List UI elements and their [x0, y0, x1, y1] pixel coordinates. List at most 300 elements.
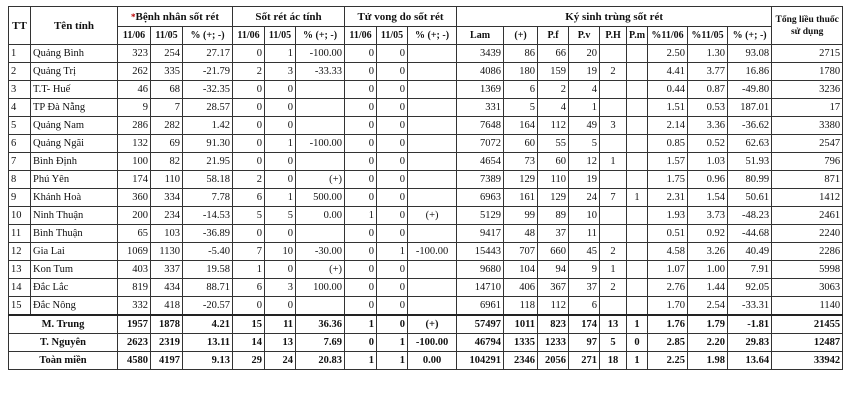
cell-province-name: Bình Thuận — [31, 225, 118, 243]
cell-tt: 10 — [9, 207, 31, 225]
cell-pch: 62.63 — [728, 135, 772, 153]
cell-sr06: 5 — [233, 207, 265, 225]
province-row — [9, 135, 843, 153]
cell-bnpct: 88.71 — [183, 279, 233, 297]
sub-header-pv: P.v — [569, 27, 600, 45]
cell-tvpct — [408, 81, 457, 99]
cell-p05: 1.98 — [688, 352, 728, 370]
cell-pf: 66 — [538, 45, 569, 63]
cell-bnpct: 1.42 — [183, 117, 233, 135]
cell-tt: 7 — [9, 153, 31, 171]
cell-tv06: 1 — [345, 315, 377, 334]
cell-province-name: Phú Yên — [31, 171, 118, 189]
cell-pos: 48 — [504, 225, 538, 243]
cell-p05: 3.77 — [688, 63, 728, 81]
cell-pf: 37 — [538, 225, 569, 243]
cell-pm — [627, 243, 648, 261]
cell-bnpct: 21.95 — [183, 153, 233, 171]
cell-sr05: 5 — [265, 207, 296, 225]
cell-pch: -44.68 — [728, 225, 772, 243]
cell-sr06: 0 — [233, 45, 265, 63]
cell-bn06: 1957 — [118, 315, 151, 334]
cell-ph — [600, 99, 627, 117]
cell-sr06: 29 — [233, 352, 265, 370]
sub-header-pct05: %11/05 — [688, 27, 728, 45]
cell-pch: 92.05 — [728, 279, 772, 297]
cell-tv06: 0 — [345, 171, 377, 189]
cell-pm — [627, 135, 648, 153]
cell-sr05: 0 — [265, 171, 296, 189]
cell-tt: 11 — [9, 225, 31, 243]
cell-sr06: 0 — [233, 99, 265, 117]
cell-p06: 4.58 — [648, 243, 688, 261]
province-row — [9, 171, 843, 189]
cell-p05: 1.54 — [688, 189, 728, 207]
cell-sr05: 11 — [265, 315, 296, 334]
cell-pv: 19 — [569, 171, 600, 189]
cell-province-name: TP Đà Nẵng — [31, 99, 118, 117]
cell-p06: 1.93 — [648, 207, 688, 225]
cell-province-name: Ninh Thuận — [31, 207, 118, 225]
cell-tv06: 0 — [345, 99, 377, 117]
province-row — [9, 279, 843, 297]
cell-pos: 99 — [504, 207, 538, 225]
cell-tvpct — [408, 45, 457, 63]
cell-pf: 2056 — [538, 352, 569, 370]
cell-srpct — [296, 81, 345, 99]
cell-pm — [627, 99, 648, 117]
cell-tv05: 0 — [377, 207, 408, 225]
cell-bn05: 110 — [151, 171, 183, 189]
cell-sr05: 0 — [265, 225, 296, 243]
cell-bn06: 46 — [118, 81, 151, 99]
province-row — [9, 243, 843, 261]
cell-pf: 823 — [538, 315, 569, 334]
cell-tt: 12 — [9, 243, 31, 261]
cell-srpct: 500.00 — [296, 189, 345, 207]
cell-tv05: 0 — [377, 315, 408, 334]
cell-tv06: 0 — [345, 117, 377, 135]
cell-bn05: 69 — [151, 135, 183, 153]
cell-bnpct: -21.79 — [183, 63, 233, 81]
province-rows — [9, 45, 843, 316]
cell-bnpct: 4.21 — [183, 315, 233, 334]
sub-header-tvpct: % (+; -) — [408, 27, 457, 45]
cell-tv06: 1 — [345, 352, 377, 370]
cell-pm: 0 — [627, 334, 648, 352]
col-patients-header — [118, 7, 233, 27]
cell-sr06: 15 — [233, 315, 265, 334]
cell-bn06: 1069 — [118, 243, 151, 261]
cell-tv06: 0 — [345, 261, 377, 279]
cell-bnpct: -14.53 — [183, 207, 233, 225]
cell-pf: 55 — [538, 135, 569, 153]
cell-bn06: 132 — [118, 135, 151, 153]
cell-bn06: 819 — [118, 279, 151, 297]
cell-sr06: 0 — [233, 81, 265, 99]
cell-ph: 18 — [600, 352, 627, 370]
cell-tvpct: (+) — [408, 315, 457, 334]
cell-pos: 161 — [504, 189, 538, 207]
cell-pv: 9 — [569, 261, 600, 279]
cell-pos: 2346 — [504, 352, 538, 370]
cell-sr06: 0 — [233, 225, 265, 243]
cell-total: 1412 — [772, 189, 843, 207]
cell-pm: 1 — [627, 352, 648, 370]
cell-pch: 13.64 — [728, 352, 772, 370]
province-row — [9, 261, 843, 279]
cell-pch: -1.81 — [728, 315, 772, 334]
cell-total: 3063 — [772, 279, 843, 297]
cell-summary-name: Toàn miền — [9, 352, 118, 370]
cell-total: 2547 — [772, 135, 843, 153]
sub-header-pct-change: % (+; -) — [728, 27, 772, 45]
cell-pm — [627, 279, 648, 297]
province-row — [9, 117, 843, 135]
cell-pm: 1 — [627, 189, 648, 207]
cell-srpct: -100.00 — [296, 45, 345, 63]
cell-province-name: Kon Tum — [31, 261, 118, 279]
cell-total: 2286 — [772, 243, 843, 261]
cell-lam: 3439 — [457, 45, 504, 63]
cell-sr05: 1 — [265, 189, 296, 207]
cell-p06: 2.31 — [648, 189, 688, 207]
cell-tvpct — [408, 117, 457, 135]
cell-pv: 4 — [569, 81, 600, 99]
cell-pf: 159 — [538, 63, 569, 81]
cell-tv05: 0 — [377, 63, 408, 81]
cell-p06: 2.50 — [648, 45, 688, 63]
cell-sr06: 0 — [233, 153, 265, 171]
cell-bn06: 403 — [118, 261, 151, 279]
summary-rows — [9, 315, 843, 370]
cell-pos: 1011 — [504, 315, 538, 334]
cell-p05: 3.26 — [688, 243, 728, 261]
cell-province-name: Đắc Nông — [31, 297, 118, 316]
cell-pv: 37 — [569, 279, 600, 297]
cell-lam: 15443 — [457, 243, 504, 261]
cell-tvpct — [408, 279, 457, 297]
cell-tvpct — [408, 153, 457, 171]
cell-srpct: 100.00 — [296, 279, 345, 297]
province-row — [9, 63, 843, 81]
cell-pm — [627, 207, 648, 225]
cell-tv05: 0 — [377, 45, 408, 63]
cell-pos: 6 — [504, 81, 538, 99]
cell-pos: 86 — [504, 45, 538, 63]
cell-bn05: 7 — [151, 99, 183, 117]
cell-tv06: 0 — [345, 153, 377, 171]
cell-ph: 1 — [600, 153, 627, 171]
cell-bnpct: 58.18 — [183, 171, 233, 189]
cell-pos: 118 — [504, 297, 538, 316]
cell-pv: 45 — [569, 243, 600, 261]
cell-pv: 6 — [569, 297, 600, 316]
cell-province-name: Quảng Trị — [31, 63, 118, 81]
cell-bn06: 9 — [118, 99, 151, 117]
cell-pf: 112 — [538, 297, 569, 316]
cell-tt: 3 — [9, 81, 31, 99]
cell-tv06: 0 — [345, 135, 377, 153]
cell-pf: 89 — [538, 207, 569, 225]
cell-ph: 2 — [600, 63, 627, 81]
header-row-sub — [9, 27, 843, 45]
cell-lam: 9417 — [457, 225, 504, 243]
cell-ph — [600, 225, 627, 243]
cell-tv05: 0 — [377, 297, 408, 316]
cell-pv: 24 — [569, 189, 600, 207]
cell-tv05: 1 — [377, 334, 408, 352]
cell-p05: 0.96 — [688, 171, 728, 189]
cell-lam: 14710 — [457, 279, 504, 297]
cell-tt: 6 — [9, 135, 31, 153]
cell-pf: 367 — [538, 279, 569, 297]
cell-bn05: 418 — [151, 297, 183, 316]
cell-ph: 3 — [600, 117, 627, 135]
cell-bn06: 286 — [118, 117, 151, 135]
cell-total: 2240 — [772, 225, 843, 243]
cell-sr06: 1 — [233, 261, 265, 279]
province-row — [9, 189, 843, 207]
cell-p06: 2.25 — [648, 352, 688, 370]
col-deaths-header: Tử vong do sốt rét — [345, 7, 457, 27]
cell-summary-name: T. Nguyên — [9, 334, 118, 352]
malaria-report-table — [8, 6, 843, 370]
cell-p05: 0.87 — [688, 81, 728, 99]
sub-header-bn05: 11/05 — [151, 27, 183, 45]
cell-lam: 4086 — [457, 63, 504, 81]
cell-tvpct — [408, 63, 457, 81]
cell-total: 3236 — [772, 81, 843, 99]
cell-pos: 5 — [504, 99, 538, 117]
cell-tv06: 0 — [345, 279, 377, 297]
cell-pv: 1 — [569, 99, 600, 117]
cell-p06: 0.85 — [648, 135, 688, 153]
cell-pos: 104 — [504, 261, 538, 279]
cell-bn05: 337 — [151, 261, 183, 279]
cell-sr05: 24 — [265, 352, 296, 370]
cell-pf: 660 — [538, 243, 569, 261]
cell-p06: 0.51 — [648, 225, 688, 243]
cell-sr06: 2 — [233, 171, 265, 189]
cell-tvpct — [408, 297, 457, 316]
cell-bn06: 174 — [118, 171, 151, 189]
cell-ph — [600, 171, 627, 189]
col-severe-header: Sốt rét ác tính — [233, 7, 345, 27]
cell-tv06: 0 — [345, 45, 377, 63]
cell-lam: 7648 — [457, 117, 504, 135]
cell-sr05: 10 — [265, 243, 296, 261]
cell-lam: 46794 — [457, 334, 504, 352]
cell-sr06: 0 — [233, 135, 265, 153]
cell-srpct: -100.00 — [296, 135, 345, 153]
cell-pv: 97 — [569, 334, 600, 352]
cell-pv: 19 — [569, 63, 600, 81]
cell-total: 2715 — [772, 45, 843, 63]
province-row — [9, 225, 843, 243]
cell-bn06: 4580 — [118, 352, 151, 370]
patients-footnote-mark: * — [131, 11, 136, 22]
cell-total: 871 — [772, 171, 843, 189]
cell-srpct — [296, 225, 345, 243]
cell-ph — [600, 207, 627, 225]
cell-tvpct — [408, 261, 457, 279]
cell-srpct: 36.36 — [296, 315, 345, 334]
cell-bn06: 65 — [118, 225, 151, 243]
cell-sr05: 0 — [265, 153, 296, 171]
cell-p06: 1.51 — [648, 99, 688, 117]
cell-p06: 1.70 — [648, 297, 688, 316]
cell-pch: 7.91 — [728, 261, 772, 279]
sub-header-ph: P.H — [600, 27, 627, 45]
cell-bnpct: 7.78 — [183, 189, 233, 207]
cell-bn05: 334 — [151, 189, 183, 207]
cell-tvpct: 0.00 — [408, 352, 457, 370]
cell-p06: 4.41 — [648, 63, 688, 81]
cell-pv: 174 — [569, 315, 600, 334]
cell-ph: 7 — [600, 189, 627, 207]
cell-srpct — [296, 153, 345, 171]
cell-pos: 406 — [504, 279, 538, 297]
cell-bn06: 262 — [118, 63, 151, 81]
cell-total: 1780 — [772, 63, 843, 81]
sub-header-bnpct: % (+; -) — [183, 27, 233, 45]
cell-tv05: 0 — [377, 171, 408, 189]
province-row — [9, 153, 843, 171]
cell-bn05: 335 — [151, 63, 183, 81]
cell-pos: 180 — [504, 63, 538, 81]
summary-row — [9, 352, 843, 370]
cell-ph — [600, 81, 627, 99]
cell-sr05: 13 — [265, 334, 296, 352]
cell-pv: 49 — [569, 117, 600, 135]
cell-total: 2461 — [772, 207, 843, 225]
cell-lam: 57497 — [457, 315, 504, 334]
cell-lam: 6963 — [457, 189, 504, 207]
cell-sr05: 1 — [265, 45, 296, 63]
cell-total: 1140 — [772, 297, 843, 316]
sub-header-tv06: 11/06 — [345, 27, 377, 45]
cell-pv: 5 — [569, 135, 600, 153]
cell-pf: 110 — [538, 171, 569, 189]
col-parasites-header: Ký sinh trùng sốt rét — [457, 7, 772, 27]
col-province-header: Tên tỉnh — [31, 7, 118, 45]
cell-bn06: 332 — [118, 297, 151, 316]
cell-pos: 60 — [504, 135, 538, 153]
cell-sr06: 14 — [233, 334, 265, 352]
cell-pf: 112 — [538, 117, 569, 135]
sub-header-lam: Lam — [457, 27, 504, 45]
province-row — [9, 99, 843, 117]
cell-pos: 73 — [504, 153, 538, 171]
cell-lam: 331 — [457, 99, 504, 117]
cell-sr06: 0 — [233, 297, 265, 316]
cell-province-name: Quảng Ngãi — [31, 135, 118, 153]
cell-sr05: 3 — [265, 63, 296, 81]
cell-p05: 0.52 — [688, 135, 728, 153]
cell-tt: 1 — [9, 45, 31, 63]
cell-bn05: 2319 — [151, 334, 183, 352]
sub-header-bn06: 11/06 — [118, 27, 151, 45]
summary-row — [9, 334, 843, 352]
cell-sr05: 0 — [265, 99, 296, 117]
cell-pch: 16.86 — [728, 63, 772, 81]
cell-bn06: 2623 — [118, 334, 151, 352]
cell-p05: 0.53 — [688, 99, 728, 117]
cell-tvpct: (+) — [408, 207, 457, 225]
cell-pm — [627, 81, 648, 99]
cell-lam: 1369 — [457, 81, 504, 99]
cell-pv: 271 — [569, 352, 600, 370]
cell-bn06: 323 — [118, 45, 151, 63]
cell-srpct: (+) — [296, 261, 345, 279]
cell-tt: 9 — [9, 189, 31, 207]
cell-bnpct: -36.89 — [183, 225, 233, 243]
cell-pos: 129 — [504, 171, 538, 189]
cell-pm — [627, 45, 648, 63]
cell-p05: 1.44 — [688, 279, 728, 297]
cell-bnpct: 19.58 — [183, 261, 233, 279]
cell-srpct: -33.33 — [296, 63, 345, 81]
cell-tv06: 0 — [345, 243, 377, 261]
cell-province-name: Quảng Bình — [31, 45, 118, 63]
cell-bnpct: -20.57 — [183, 297, 233, 316]
sub-header-srpct: % (+; -) — [296, 27, 345, 45]
cell-srpct — [296, 297, 345, 316]
cell-lam: 7072 — [457, 135, 504, 153]
cell-ph: 13 — [600, 315, 627, 334]
cell-srpct: 0.00 — [296, 207, 345, 225]
cell-pos: 707 — [504, 243, 538, 261]
cell-bn05: 434 — [151, 279, 183, 297]
cell-bn06: 100 — [118, 153, 151, 171]
cell-pch: -33.31 — [728, 297, 772, 316]
cell-tv06: 0 — [345, 81, 377, 99]
cell-lam: 7389 — [457, 171, 504, 189]
cell-total: 796 — [772, 153, 843, 171]
cell-tv06: 0 — [345, 297, 377, 316]
cell-tv05: 0 — [377, 189, 408, 207]
cell-tt: 5 — [9, 117, 31, 135]
cell-pf: 4 — [538, 99, 569, 117]
cell-pv: 20 — [569, 45, 600, 63]
cell-pf: 94 — [538, 261, 569, 279]
cell-pv: 12 — [569, 153, 600, 171]
cell-pm — [627, 171, 648, 189]
cell-p05: 1.03 — [688, 153, 728, 171]
cell-ph: 2 — [600, 279, 627, 297]
sub-header-pct06: %11/06 — [648, 27, 688, 45]
cell-sr06: 7 — [233, 243, 265, 261]
cell-lam: 104291 — [457, 352, 504, 370]
cell-province-name: T.T- Huế — [31, 81, 118, 99]
cell-total: 3380 — [772, 117, 843, 135]
cell-p05: 2.54 — [688, 297, 728, 316]
cell-srpct: -30.00 — [296, 243, 345, 261]
cell-ph — [600, 45, 627, 63]
cell-lam: 4654 — [457, 153, 504, 171]
cell-summary-name: M. Trung — [9, 315, 118, 334]
cell-pch: 29.83 — [728, 334, 772, 352]
cell-tv05: 0 — [377, 99, 408, 117]
cell-p06: 1.76 — [648, 315, 688, 334]
sub-header-pf: P.f — [538, 27, 569, 45]
cell-tvpct: -100.00 — [408, 243, 457, 261]
cell-bn05: 68 — [151, 81, 183, 99]
cell-tvpct — [408, 171, 457, 189]
cell-tv05: 0 — [377, 279, 408, 297]
cell-p06: 1.57 — [648, 153, 688, 171]
